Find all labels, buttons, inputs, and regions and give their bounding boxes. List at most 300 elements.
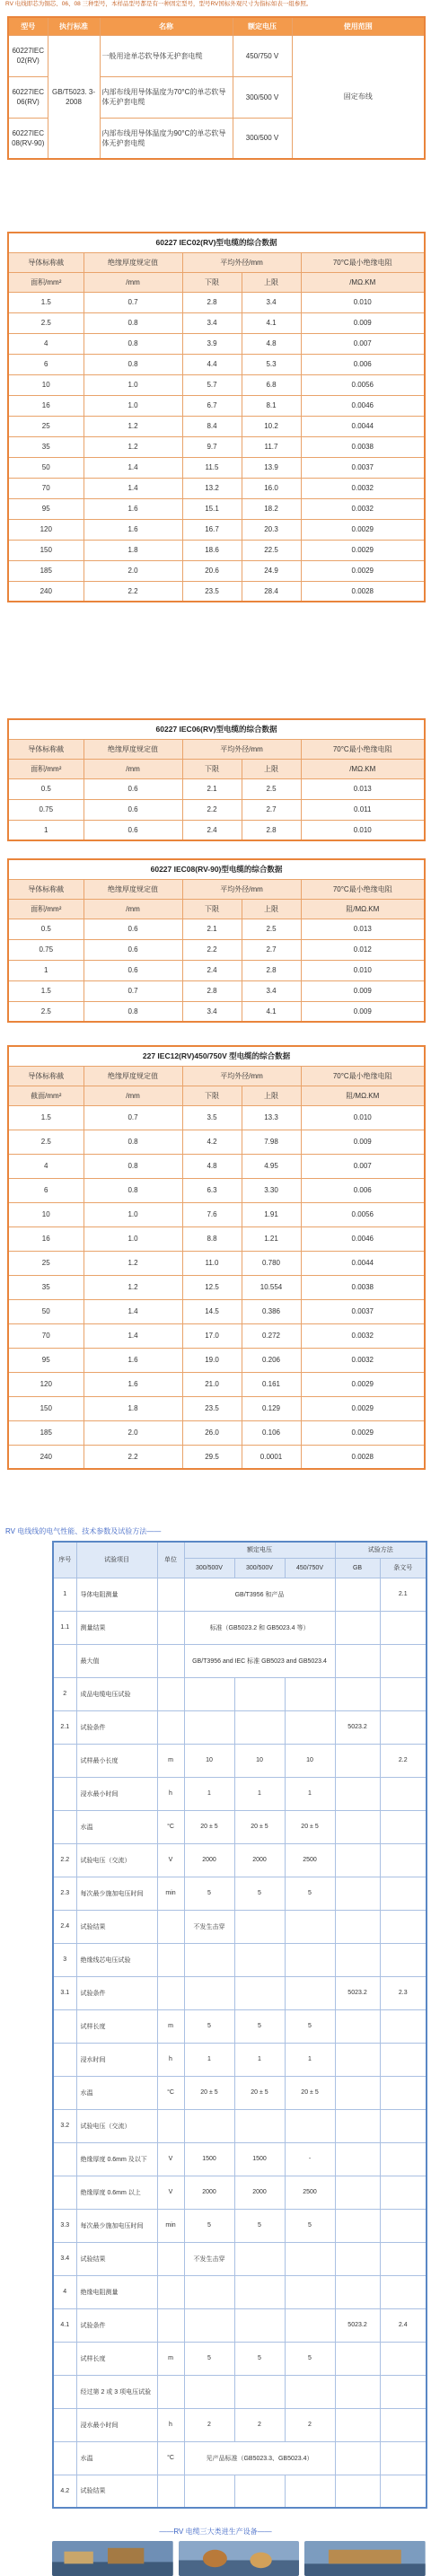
table-cell: 0.0029 xyxy=(301,560,425,581)
test-cell xyxy=(184,1710,234,1744)
test-cell: 2000 xyxy=(184,2176,234,2209)
test-cell xyxy=(157,1677,184,1710)
table-cell: 0.6 xyxy=(84,939,182,960)
table-cell: 0.010 xyxy=(301,292,425,312)
test-cell xyxy=(184,2275,234,2308)
table-cell: 0.010 xyxy=(301,960,425,980)
test-cell: 5 xyxy=(234,1877,285,1910)
table-row xyxy=(8,960,425,980)
table-cell: 0.013 xyxy=(301,778,425,799)
test-cell xyxy=(285,2275,335,2308)
table-row xyxy=(8,1202,425,1226)
header-cell: 绝缘厚度规定值 xyxy=(84,252,182,272)
test-cell: 2.2 xyxy=(380,1744,427,1777)
test-row xyxy=(53,2109,427,2142)
th-unit: 单位 xyxy=(157,1542,184,1578)
header-cell: 上限 xyxy=(242,759,301,778)
test-cell: 绝缘厚度 0.6mm 及以下 xyxy=(76,2142,157,2176)
test-cell xyxy=(335,1810,380,1843)
test-cell: 20 ± 5 xyxy=(184,1810,234,1843)
test-cell xyxy=(335,2441,380,2475)
table-cell: 2.5 xyxy=(242,919,301,939)
header-cell: 下限 xyxy=(182,759,242,778)
test-cell: 试验电压（交流） xyxy=(76,1843,157,1877)
table-cell: 1.0 xyxy=(84,1226,182,1251)
table-cell: 0.386 xyxy=(242,1299,301,1323)
test-cell xyxy=(380,2109,427,2142)
table-row xyxy=(8,1105,425,1130)
test-cell: 4.2 xyxy=(53,2475,76,2508)
table-cell: 0.0032 xyxy=(301,498,425,519)
test-cell: 5 xyxy=(234,2342,285,2375)
table-cell: 0.106 xyxy=(242,1420,301,1445)
header-cell: 上限 xyxy=(242,272,301,292)
table-cell: 4.1 xyxy=(242,1001,301,1022)
test-cell xyxy=(234,1943,285,1976)
test-cell xyxy=(234,1910,285,1943)
test-row xyxy=(53,2441,427,2475)
th-method: 试验方法 xyxy=(335,1542,427,1558)
table-cell: 7.6 xyxy=(182,1202,242,1226)
test-cell xyxy=(184,2109,234,2142)
header-cell: 面积/mm² xyxy=(8,899,84,919)
test-cell xyxy=(157,1910,184,1943)
table-cell: 0.013 xyxy=(301,919,425,939)
table-cell: 25 xyxy=(8,416,84,436)
table-cell: 0.0046 xyxy=(301,1226,425,1251)
table-row xyxy=(8,312,425,333)
test-cell xyxy=(285,1943,335,1976)
test-cell xyxy=(335,1611,380,1644)
summary-row xyxy=(8,35,425,76)
test-cell: 每次最少施加电压时间 xyxy=(76,2209,157,2242)
table-cell: 28.4 xyxy=(242,581,301,602)
test-cell xyxy=(380,2209,427,2242)
table-cell: 1.6 xyxy=(84,519,182,540)
table-title: 60227 IEC02(RV)型电缆的综合数据 xyxy=(8,233,425,252)
test-cell: 2500 xyxy=(285,2176,335,2209)
table-cell: 11.5 xyxy=(182,457,242,478)
table-row xyxy=(8,1299,425,1323)
test-cell: 测量结果 xyxy=(76,1611,157,1644)
table-cell: 6.7 xyxy=(182,395,242,416)
test-cell: 5 xyxy=(285,1877,335,1910)
test-cell: °C xyxy=(157,2441,184,2475)
cable-data-table xyxy=(7,858,426,1023)
usage-cell: 固定布线 xyxy=(292,35,425,159)
table-row xyxy=(8,519,425,540)
test-cell xyxy=(335,2109,380,2142)
test-cell: 浸水时间 xyxy=(76,2043,157,2076)
test-cell: 5 xyxy=(184,2209,234,2242)
test-cell: 5023.2 xyxy=(335,2308,380,2342)
test-cell: 1500 xyxy=(234,2142,285,2176)
table-cell: 4.95 xyxy=(242,1154,301,1178)
table-cell: 3.4 xyxy=(242,980,301,1001)
table-cell: 16 xyxy=(8,1226,84,1251)
test-row xyxy=(53,2475,427,2508)
test-cell: 水温 xyxy=(76,1810,157,1843)
table-cell: 150 xyxy=(8,1396,84,1420)
test-cell xyxy=(380,1843,427,1877)
test-row xyxy=(53,2043,427,2076)
table-row xyxy=(8,1130,425,1154)
table-cell: 29.5 xyxy=(182,1445,242,1469)
table-row xyxy=(8,1178,425,1202)
table-cell: 13.3 xyxy=(242,1105,301,1130)
test-cell: m xyxy=(157,2009,184,2043)
table-cell: 6 xyxy=(8,1178,84,1202)
test-cell: 3.3 xyxy=(53,2209,76,2242)
table-cell: 10 xyxy=(8,1202,84,1226)
table-cell: 10 xyxy=(8,374,84,395)
table-cell: 3.4 xyxy=(242,292,301,312)
table-cell: 0.8 xyxy=(84,354,182,374)
test-cell xyxy=(53,1810,76,1843)
table-cell: 2.8 xyxy=(242,960,301,980)
test-cell xyxy=(157,2275,184,2308)
table-cell: 35 xyxy=(8,436,84,457)
test-cell xyxy=(335,1910,380,1943)
table-cell: 4.8 xyxy=(242,333,301,354)
table-row xyxy=(8,416,425,436)
table-cell: 50 xyxy=(8,1299,84,1323)
test-cell xyxy=(335,1843,380,1877)
test-cell: 不发生击穿 xyxy=(184,1910,234,1943)
test-row xyxy=(53,2009,427,2043)
test-cell: 2.2 xyxy=(53,1843,76,1877)
test-cell xyxy=(285,2242,335,2275)
table-cell: 1.4 xyxy=(84,1299,182,1323)
header-cell: 平均外径/mm xyxy=(182,879,301,899)
table-cell: 22.5 xyxy=(242,540,301,560)
table-cell: 3.30 xyxy=(242,1178,301,1202)
test-cell xyxy=(335,2142,380,2176)
header-cell: 阻/MΩ.KM xyxy=(301,1086,425,1105)
test-cell xyxy=(335,1744,380,1777)
table-cell: 2.0 xyxy=(84,560,182,581)
table-cell: 0.006 xyxy=(301,354,425,374)
table-cell: 18.2 xyxy=(242,498,301,519)
table-row xyxy=(8,374,425,395)
table-cell: 4.1 xyxy=(242,312,301,333)
table-row xyxy=(8,478,425,498)
test-cell xyxy=(335,1777,380,1810)
test-cell xyxy=(380,1877,427,1910)
test-cell xyxy=(380,2176,427,2209)
test-cell xyxy=(380,2009,427,2043)
th-v2: 300/500V xyxy=(234,1558,285,1578)
table-cell: 2.2 xyxy=(182,799,242,820)
header-cell: /mm xyxy=(84,272,182,292)
header-cell: 70°C最小绝缘电阻 xyxy=(301,879,425,899)
table-row xyxy=(8,457,425,478)
test-cell xyxy=(285,1976,335,2009)
header-cell: 平均外径/mm xyxy=(182,1066,301,1086)
test-row xyxy=(53,1677,427,1710)
test-cell: 1 xyxy=(53,1578,76,1611)
table-cell: 240 xyxy=(8,1445,84,1469)
test-cell xyxy=(53,2009,76,2043)
th-v1: 300/500V xyxy=(184,1558,234,1578)
table-cell: 0.8 xyxy=(84,333,182,354)
test-cell xyxy=(234,2275,285,2308)
table-title-row xyxy=(8,233,425,252)
test-cell: 水温 xyxy=(76,2441,157,2475)
table-cell: 0.009 xyxy=(301,1001,425,1022)
table-cell: 240 xyxy=(8,581,84,602)
table-subheader-row xyxy=(8,1086,425,1105)
test-cell: 最大值 xyxy=(76,1644,157,1677)
test-cell: 2 xyxy=(285,2408,335,2441)
table-cell: 5.3 xyxy=(242,354,301,374)
table-cell: 6.3 xyxy=(182,1178,242,1202)
test-cell: h xyxy=(157,2043,184,2076)
test-cell xyxy=(380,1644,427,1677)
test-cell xyxy=(380,2441,427,2475)
test-cell: 1 xyxy=(184,1777,234,1810)
test-cell: 2000 xyxy=(234,1843,285,1877)
table-cell: 2.2 xyxy=(182,939,242,960)
test-cell xyxy=(380,1777,427,1810)
table-cell: 3.5 xyxy=(182,1105,242,1130)
test-cell xyxy=(380,2475,427,2508)
test-cell: V xyxy=(157,2142,184,2176)
table-cell: 0.8 xyxy=(84,312,182,333)
header-cell: /MΩ.KM xyxy=(301,759,425,778)
table-cell: 0.0037 xyxy=(301,457,425,478)
test-cell xyxy=(380,1910,427,1943)
test-cell: 1 xyxy=(234,1777,285,1810)
table-cell: 4.2 xyxy=(182,1130,242,1154)
table-row xyxy=(8,939,425,960)
test-cell: 试验电压（交流） xyxy=(76,2109,157,2142)
factory-photo-2 xyxy=(179,2541,300,2576)
test-row xyxy=(53,1810,427,1843)
table-cell: 0.0029 xyxy=(301,519,425,540)
test-cell: 5023.2 xyxy=(335,1976,380,2009)
table-cell: 6.8 xyxy=(242,374,301,395)
test-cell xyxy=(380,2342,427,2375)
test-cell: 5 xyxy=(285,2009,335,2043)
table-cell: 0.7 xyxy=(84,1105,182,1130)
table-cell: 70 xyxy=(8,478,84,498)
test-cell: 试样长度 xyxy=(76,2342,157,2375)
header-cell: 导体标称截 xyxy=(8,879,84,899)
table-row xyxy=(8,395,425,416)
test-cell: 2.1 xyxy=(53,1710,76,1744)
cable-data-table xyxy=(7,232,426,602)
table-cell: 0.0029 xyxy=(301,540,425,560)
test-cell: 2.3 xyxy=(53,1877,76,1910)
test-cell xyxy=(380,1611,427,1644)
name-cell: 一般用途单芯软导体无护套电缆 xyxy=(100,35,233,76)
col-model: 型号 xyxy=(8,17,48,35)
test-cell xyxy=(234,1710,285,1744)
table-cell: 1.5 xyxy=(8,980,84,1001)
table-cell: 20.3 xyxy=(242,519,301,540)
header-cell: 导体标称截 xyxy=(8,739,84,759)
header-cell: /mm xyxy=(84,759,182,778)
header-cell: 面积/mm² xyxy=(8,759,84,778)
test-cell: 2.4 xyxy=(53,1910,76,1943)
header-cell: 70°C最小绝缘电阻 xyxy=(301,739,425,759)
table-row xyxy=(8,1001,425,1022)
th-voltage: 额定电压 xyxy=(184,1542,335,1558)
table-cell: 0.6 xyxy=(84,778,182,799)
test-cell xyxy=(335,1644,380,1677)
col-standard: 执行标准 xyxy=(48,17,100,35)
table-cell: 9.7 xyxy=(182,436,242,457)
header-cell: 上限 xyxy=(242,899,301,919)
col-usage: 使用范围 xyxy=(292,17,425,35)
test-cell xyxy=(335,2275,380,2308)
test-cell: 试样最小长度 xyxy=(76,1744,157,1777)
table-cell: 0.7 xyxy=(84,292,182,312)
test-row xyxy=(53,1744,427,1777)
test-cell: min xyxy=(157,2209,184,2242)
intro-note: RV 电线即芯为铜芯、06、08 三种型号，本样品型号都是有一种固定型号，型号RV国标外观尺寸为指标如表一组参照。 xyxy=(5,1,312,7)
test-cell xyxy=(380,1943,427,1976)
table-cell: 11.0 xyxy=(182,1251,242,1275)
voltage-cell: 450/750 V xyxy=(233,35,292,76)
test-row xyxy=(53,1578,427,1611)
table-cell: 0.0046 xyxy=(301,395,425,416)
table-cell: 120 xyxy=(8,519,84,540)
table-cell: 1.4 xyxy=(84,1323,182,1348)
table-cell: 13.2 xyxy=(182,478,242,498)
test-cell xyxy=(157,2242,184,2275)
table-cell: 1.6 xyxy=(84,498,182,519)
test-cell xyxy=(184,1976,234,2009)
test-cell: 绝缘厚度 0.6mm 以上 xyxy=(76,2176,157,2209)
test-cell: 5 xyxy=(184,2009,234,2043)
table-cell: 2.1 xyxy=(182,778,242,799)
table-subheader-row xyxy=(8,272,425,292)
table-cell: 4.4 xyxy=(182,354,242,374)
table-row xyxy=(8,540,425,560)
table-cell: 19.0 xyxy=(182,1348,242,1372)
table-cell: 0.0037 xyxy=(301,1299,425,1323)
table-cell: 1.4 xyxy=(84,478,182,498)
test-cell: 3.2 xyxy=(53,2109,76,2142)
table-cell: 1.4 xyxy=(84,457,182,478)
test-cell: 1 xyxy=(234,2043,285,2076)
header-cell: /mm xyxy=(84,1086,182,1105)
table-cell: 0.0032 xyxy=(301,1348,425,1372)
name-cell: 内部布线用导体温度为70°C的单芯软导体无护套电缆 xyxy=(100,76,233,118)
test-cell: V xyxy=(157,1843,184,1877)
table-cell: 0.009 xyxy=(301,980,425,1001)
table-cell: 0.009 xyxy=(301,1130,425,1154)
footer-title: ——RV 电缆三大类进生产设备—— xyxy=(159,2528,272,2536)
test-cell xyxy=(53,1644,76,1677)
table-cell: 25 xyxy=(8,1251,84,1275)
test-cell xyxy=(53,2408,76,2441)
table-cell: 0.780 xyxy=(242,1251,301,1275)
table-cell: 23.5 xyxy=(182,581,242,602)
table-cell: 2.8 xyxy=(242,820,301,840)
test-cell xyxy=(53,2176,76,2209)
table-cell: 0.5 xyxy=(8,919,84,939)
table-cell: 35 xyxy=(8,1275,84,1299)
test-cell xyxy=(335,2342,380,2375)
test-cell xyxy=(53,2342,76,2375)
model-cell: 60227IEC 08(RV-90) xyxy=(8,118,48,159)
summary-table xyxy=(7,16,426,160)
table-row xyxy=(8,354,425,374)
table-cell: 18.6 xyxy=(182,540,242,560)
voltage-cell: 300/500 V xyxy=(233,118,292,159)
test-cell: 不发生击穿 xyxy=(184,2242,234,2275)
test-cell: 20 ± 5 xyxy=(234,2076,285,2109)
col-voltage: 额定电压 xyxy=(233,17,292,35)
test-cell: 4.1 xyxy=(53,2308,76,2342)
table-cell: 0.75 xyxy=(8,939,84,960)
table-header-row xyxy=(8,739,425,759)
test-cell xyxy=(157,2375,184,2408)
test-cell xyxy=(184,2375,234,2408)
table-cell: 0.0028 xyxy=(301,1445,425,1469)
table-cell: 1.21 xyxy=(242,1226,301,1251)
table-cell: 0.129 xyxy=(242,1396,301,1420)
test-cell xyxy=(157,1976,184,2009)
test-cell xyxy=(285,2375,335,2408)
test-cell xyxy=(335,2043,380,2076)
table-cell: 2.5 xyxy=(8,1001,84,1022)
table-cell: 26.0 xyxy=(182,1420,242,1445)
table-row xyxy=(8,436,425,457)
test-cell: 5 xyxy=(184,2342,234,2375)
test-row xyxy=(53,1777,427,1810)
header-cell: 上限 xyxy=(242,1086,301,1105)
table-cell: 0.5 xyxy=(8,778,84,799)
table-row xyxy=(8,820,425,840)
test-cell: 2000 xyxy=(184,1843,234,1877)
table-cell: 0.0029 xyxy=(301,1420,425,1445)
table-header-row xyxy=(8,879,425,899)
test-cell xyxy=(335,1943,380,1976)
test-row xyxy=(53,1943,427,1976)
table-row xyxy=(8,292,425,312)
table-cell: 0.6 xyxy=(84,919,182,939)
test-cell: 2000 xyxy=(234,2176,285,2209)
test-cell: GB/T3956 and IEC 标准 GB5023 and GB5023.4 xyxy=(184,1644,335,1677)
table-header-row xyxy=(8,1066,425,1086)
table-subheader-row xyxy=(8,899,425,919)
th-v3: 450/750V xyxy=(285,1558,335,1578)
header-cell: 平均外径/mm xyxy=(182,252,301,272)
table-cell: 15.1 xyxy=(182,498,242,519)
test-row xyxy=(53,2342,427,2375)
test-cell xyxy=(335,2209,380,2242)
test-cell: h xyxy=(157,2408,184,2441)
table-cell: 2.8 xyxy=(182,980,242,1001)
test-cell: 3.1 xyxy=(53,1976,76,2009)
table-cell: 0.010 xyxy=(301,820,425,840)
table-cell: 0.009 xyxy=(301,312,425,333)
table-cell: 1.6 xyxy=(84,1348,182,1372)
test-cell: 浸水最小时间 xyxy=(76,1777,157,1810)
table-cell: 2.4 xyxy=(182,820,242,840)
table-cell: 3.9 xyxy=(182,333,242,354)
table-cell: 3.4 xyxy=(182,312,242,333)
th-item: 试验项目 xyxy=(76,1542,157,1578)
test-cell xyxy=(157,2308,184,2342)
test-row xyxy=(53,2242,427,2275)
test-cell: 成品电缆电压试验 xyxy=(76,1677,157,1710)
test-cell: 5 xyxy=(184,1877,234,1910)
